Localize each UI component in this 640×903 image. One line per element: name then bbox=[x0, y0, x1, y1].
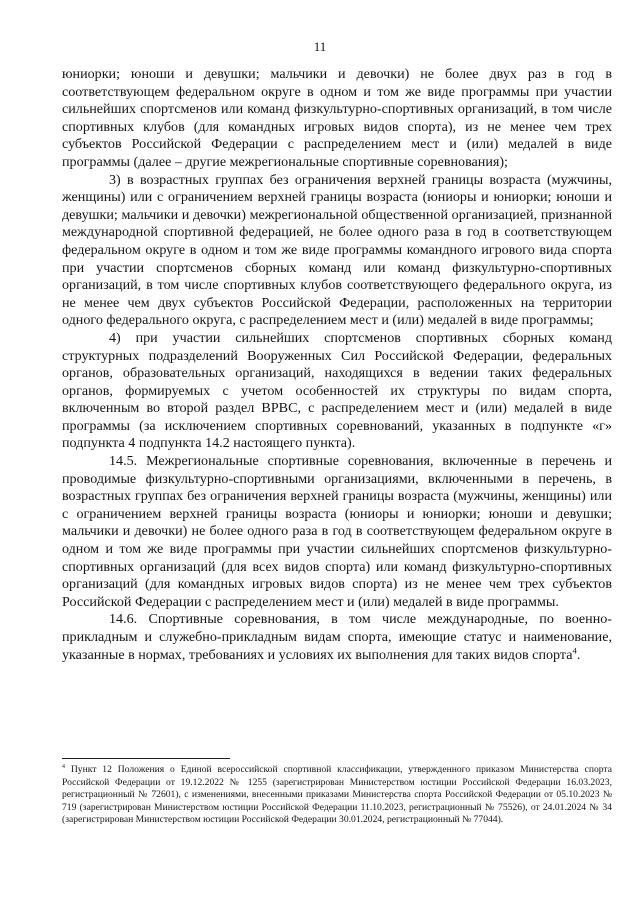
paragraph-continuation: юниорки; юноши и девушки; мальчики и девочки) не более двух раз в год в соответствующем федеральном округе в одном и том же виде программы при участии сильнейших спортсменов или команд физкультурно-спортивных организаций, в том числе спортивных клубов (для командных игровых видов спорта), из не менее чем трех субъектов Российской Федерации с распределением мест и (или) медалей в виде программы (далее – другие межрегиональные спортивные соревнования); bbox=[62, 66, 612, 170]
paragraph-item-3: 3) в возрастных группах без ограничения верхней границы возраста (мужчины, женщины) или с ограничением верхней границы возраста (юниоры и юниорки; юноши и девушки; мальчики и девочки) межрегиональной общественной организацией, признанной международной спортивной федерацией, не более одного раза в год в соответствующем федеральном округе в одном и том же виде программы командного игрового вида спорта при участии спортсменов сборных команд или команд физкультурно-спортивных организаций, в том числе спортивных клубов соответствующего федерального округа, из не менее чем двух субъектов Российской Федерации, расположенных на территории одного федерального округа, с распределением мест и (или) медалей в виде программы; bbox=[62, 171, 612, 329]
footnote-divider bbox=[62, 758, 230, 759]
footnote-marker: 4 bbox=[62, 763, 65, 770]
paragraph-item-4: 4) при участии сильнейших спортсменов спортивных сборных команд структурных подразделений Вооруженных Сил Российской Федерации, федеральных органов, образовательных организаций, находящихся в ведении таких федеральных органов, формируемых с учетом особенностей их структуры по видам спорта, включенным во второй раздел ВРВС, с распределением мест и (или) медалей в виде программы (за исключением спортивных соревнований, указанных в подпункте «г» подпункта 4 подпункта 14.2 настоящего пункта). bbox=[62, 329, 612, 452]
paragraph-14-5: 14.5. Межрегиональные спортивные соревнования, включенные в перечень и проводимые физкультурно-спортивными организациями, включенными в перечень, в возрастных группах без ограничения верхней границы возраста (мужчины, женщины) или с ограничением верхней границы возраста (юниоры и юниорки; юноши и девушки; мальчики и девочки) не более одного раза в год в соответствующем федеральном округе в одном и том же виде программы при участии сильнейших спортсменов физкультурно-спортивных организаций (для всех видов спорта) или команд физкультурно-спортивных организаций (для командных игровых видов спорта) из не менее чем трех субъектов Российской Федерации с распределением мест и (или) медалей в виде программы. bbox=[62, 453, 612, 610]
page-number: 11 bbox=[313, 39, 327, 54]
paragraph-14-6: 14.6. Спортивные соревнования, в том числе международные, по военно-прикладным и служебно-прикладным видам спорта, имеющие статус и наименование, указанные в нормах, требованиях и условиях их выполнения для таких видов спорта$^4$. bbox=[62, 611, 612, 663]
footnote bbox=[62, 764, 612, 827]
footnote-reference: 4 bbox=[572, 644, 577, 655]
footnote-text: Пункт 12 Положения о Единой всероссийской спортивной классификации, утвержденного приказом Министерства спорта Российской Федерации от 19.12.2022 № 1255 (зарегистрирован Министерством юстиции Российской Федерации 16.03.2023, регистрационный № 72601), с изменениями, внесенными приказами Министерства спорта Российской Федерации от 05.10.2023 № 719 (зарегистрирован Министерством юстиции Российской Федерации 11.10.2023, регистрационный № 75526), от 24.01.2024 № 34 (зарегистрирован Министерством юстиции Российской Федерации 30.01.2024, регистрационный № 77044). bbox=[62, 764, 612, 826]
main-text bbox=[62, 66, 612, 664]
paragraph-14-6-text: 14.6. Спортивные соревнования, в том числе международные, по военно-прикладным и служебно-прикладным видам спорта, имеющие статус и наименование, указанные в нормах, требованиях и условиях их выполнения для таких видов спорта bbox=[62, 611, 612, 663]
